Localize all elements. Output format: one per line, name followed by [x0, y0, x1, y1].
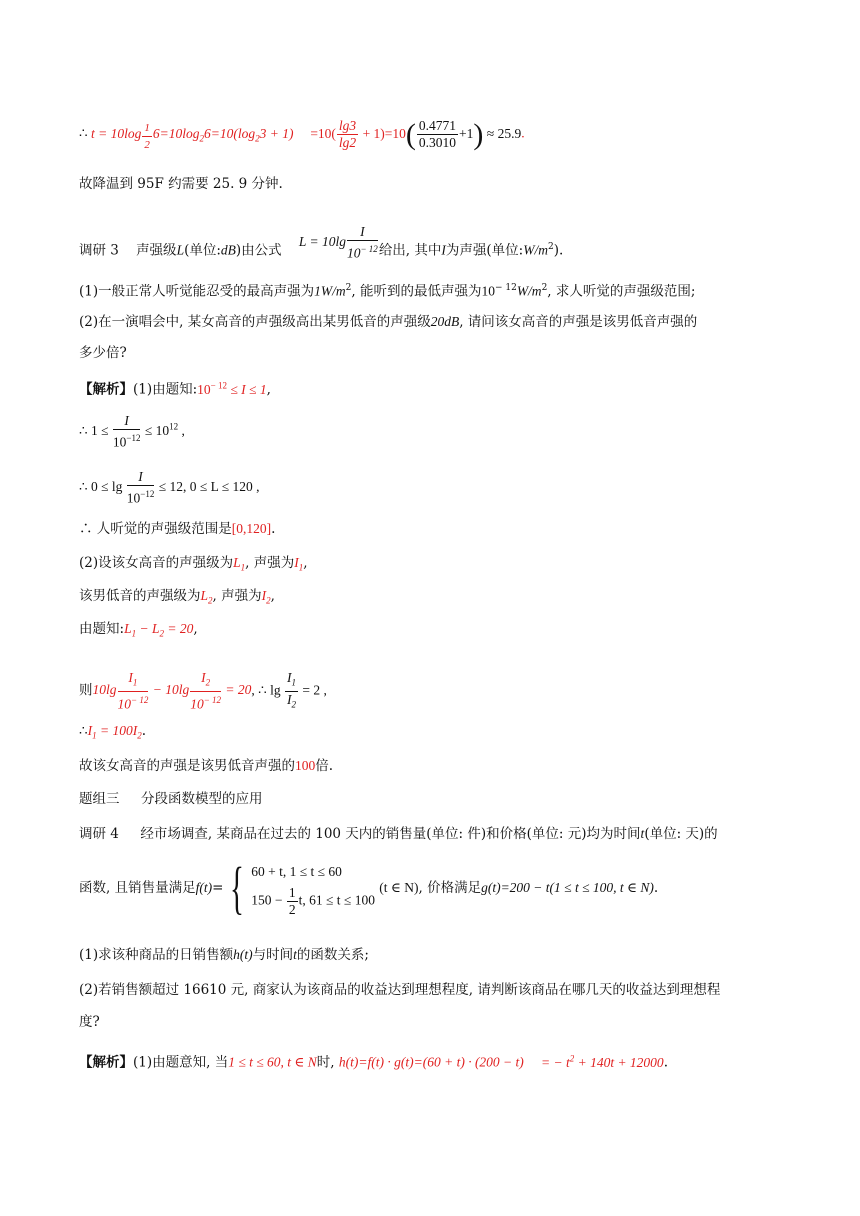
eq-log2-6: $=10\log_26=10(\log_23 + 1)$ — [159, 125, 294, 144]
solution-start: 【解析】(1)由题知$:10^{- 12} \le I \le 1$, — [79, 380, 271, 398]
solution-lg-equation: 则10lg $\frac{I_1}{10^{- 12}}$ − 10lg $\frac{I_2}{10^{- 12}}$ = 20, ∴ lg $\frac{I_1}{I_2}$ = 2 , — [79, 670, 327, 712]
research-4-q2-line2: 度? — [79, 1014, 100, 1030]
solution-range: ∴ 人听觉的声强级范围是[0,120]. — [79, 521, 276, 537]
question-1: (1)一般正常人听觉能忍受的最高声强为$1W/m^2$, 能听到的最低声强为$10^{- 12}W/m^2$, 求人听觉的声强级范围; — [79, 283, 696, 300]
question-2-line1: (2)在一演唱会中, 某女高音的声强级高出某男低音的声强级20dB, 请问该女高音的声强是该男低音声强的 — [79, 314, 698, 330]
eq-numeric: ( $\frac{0.4771}{0.3010}$ +1) ≈ 25.9 — [405, 117, 522, 151]
research-4-solution: 【解析】(1)由题意知, 当1 ≤ t ≤ 60, t ∈ N时, h(t)=f(t) · g(t)=(60 + t) · (200 − t) = − $t^2 + 140t + 12000$. — [79, 1053, 668, 1071]
therefore-symbol: ∴ — [79, 125, 88, 141]
solution-result: $\therefore I_1 = 100I_2$. — [79, 723, 146, 741]
research-label: 调研 3 — [79, 242, 119, 259]
decibel-formula: L = 10lg $\frac{I}{10^{- 12}}$ — [298, 224, 378, 261]
conclusion-cooling: 故降温到 95F 约需要 25. 9 分钟. — [79, 176, 283, 192]
solution-line-t-equation: ∴ t = 10log $\frac{1}{2}$ $6=10\log_26=10(\log_23 + 1)$ =10( $\frac{\lg 3}{\lg 2}$ + 1)=10( $\frac{0.4771}{0.3010}$ +1) ≈ 25.9. — [79, 117, 525, 151]
eq-log-half: t = 10log $\frac{1}{2}$ 6 — [90, 121, 160, 151]
solution-soprano: (2)设该女高音的声强级为$L_1$, 声强为$I_1$, — [79, 555, 308, 573]
solution-difference: 由题知$:L_1 - L_2 = 20$, — [79, 621, 198, 639]
solution-conclusion: 故该女高音的声强是该男低音声强的100倍. — [79, 758, 334, 774]
research-4-q1: (1)求该种商品的日销售额h(t)与时间t的函数关系; — [79, 947, 369, 963]
piecewise-function: { 60 + t, 1 ≤ t ≤ 60 150 − $\frac{1}{2}$ t, 61 ≤ t ≤ 100 — [230, 855, 375, 920]
research-4-q2-line1: (2)若销售额超过 16610 元, 商家认为该商品的收益达到理想程度, 请判断该商品在哪几天的收益达到理想程 — [79, 982, 721, 998]
solution-bass: 该男低音的声强级为$L_2$, 声强为$I_2$, — [79, 588, 275, 606]
solution-ineq-1: ∴ 1 ≤ $\frac{I}{10^{-12}}$ ≤ $10^{12}$ , — [79, 413, 185, 450]
research-4-functions: 函数, 且销售量满足f(t)= { 60 + t, 1 ≤ t ≤ 60 150 − $\frac{1}{2}$ t, 61 ≤ t ≤ 100 (t ∈ N), 价格满足g(t)=200 − t(1 ≤ t ≤ 100, t ∈ N). — [79, 855, 659, 920]
question-2-line2: 多少倍? — [79, 345, 127, 361]
research-4-statement: 调研 4 经市场调查, 某商品在过去的 100 天内的销售量(单位: 件)和价格(单位: 元)均为时间t(单位: 天)的 — [79, 826, 718, 842]
section-heading: 题组三 分段函数模型的应用 — [79, 791, 263, 807]
solution-ineq-2: ∴ 0 ≤ lg $\frac{I}{10^{-12}}$ ≤ 12, 0 ≤ L ≤ 120 , — [79, 469, 260, 506]
research-3-statement: 调研 3 声强级L(单位:dB)由公式 L = 10lg $\frac{I}{10^{- 12}}$ 给出, 其中I为声强(单位$:W/m^2$). — [79, 224, 564, 261]
eq-lg-ratio: =10( $\frac{\lg 3}{\lg 2}$ + 1)=10 — [310, 118, 406, 150]
